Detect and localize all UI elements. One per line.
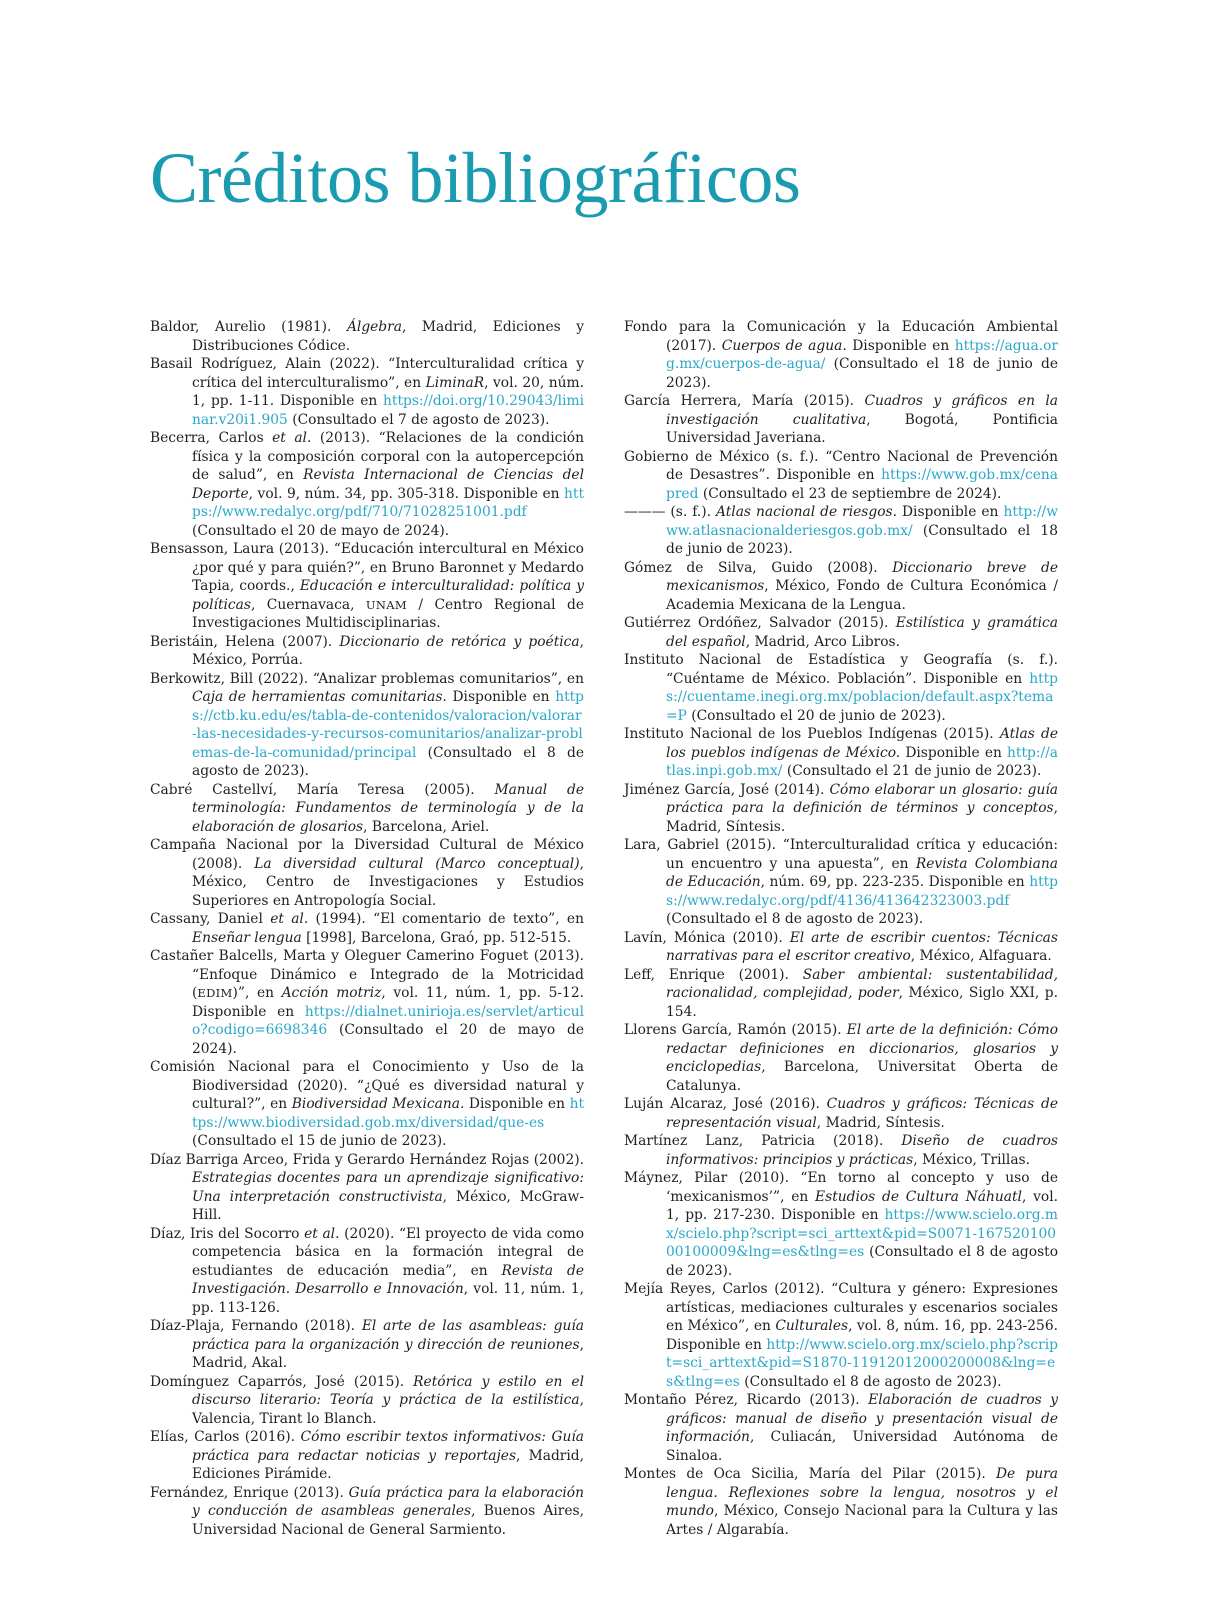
entry-text: Leff, Enrique (2001). — [624, 966, 803, 983]
entry-text: Comisión Nacional para el Conocimiento y Uso de la Biodiversidad (2020). “¿Qué es diversidad natural y cultural?”, en — [150, 1059, 584, 1112]
entry-link[interactable]: http://atlas.inpi.gob.mx/ — [666, 744, 1059, 779]
bibliography-entry — [624, 929, 1058, 966]
entry-text: , vol. 1, pp. 217-230. Disponible en — [666, 1188, 1058, 1223]
entry-text: Fernández, Enrique (2013). — [150, 1484, 349, 1501]
entry-text: , Madrid, Ediciones Pirámide. — [192, 1447, 584, 1482]
entry-title-italic: Culturales — [775, 1318, 849, 1334]
entry-text: (2013). “Relaciones de la condición física y la composición corporal con la autopercepción de salud”, en — [192, 430, 584, 483]
bibliography-entry — [624, 836, 1058, 929]
entry-text: , Barcelona, Universitat Oberta de Catalunya. — [666, 1059, 1058, 1094]
entry-text: Instituto Nacional de los Pueblos Indígenas (2015). — [624, 726, 1000, 742]
bibliography-entry — [624, 1132, 1058, 1169]
entry-text: Campaña Nacional por la Diversidad Cultural de México (2008). — [150, 837, 584, 872]
entry-title-italic: Estilística y gramática del español — [666, 615, 1058, 650]
entry-text: , vol. 11, núm. 1, pp. 5-12. Disponible en — [192, 985, 584, 1020]
bibliography-entry — [624, 392, 1058, 448]
entry-title-italic: Atlas nacional de riesgos. — [716, 504, 897, 520]
entry-text: Elías, Carlos (2016). — [150, 1429, 301, 1445]
entry-title-italic: El arte de la definición: Cómo redactar definiciones en diccionarios, glosarios y enciclopedias — [666, 1022, 1059, 1075]
entry-text: (Consultado el 20 de mayo de 2024). — [192, 1022, 584, 1057]
entry-link[interactable]: https://www.biodiversidad.gob.mx/diversidad/que-es — [192, 1096, 584, 1131]
entry-text: , México, Trillas. — [913, 1151, 1031, 1168]
entry-title-italic: Manual de terminología: Fundamentos de terminología y de la elaboración de glosarios — [192, 781, 584, 835]
entry-text: Becerra, Carlos — [150, 430, 273, 446]
entry-text: Díaz, Iris del Socorro — [150, 1225, 305, 1242]
entry-text: , México, Siglo XXI, p. 154. — [666, 985, 1058, 1020]
entry-text: , México, Centro de Investigaciones y Estudios Superiores en Antropología Social. — [192, 855, 584, 909]
entry-text: , México, McGraw-Hill. — [192, 1188, 584, 1223]
bibliography-entry — [624, 614, 1058, 651]
entry-text: Instituto Nacional de Estadística y Geografía (s. f.). “Cuéntame de México. Población”. Disponible en — [624, 652, 1058, 687]
bibliography-entry — [150, 429, 584, 540]
entry-text: , Madrid, Akal. — [192, 1336, 584, 1371]
entry-text: , México, Fondo de Cultura Económica / Academia Mexicana de la Lengua. — [666, 578, 1058, 613]
entry-text: , Barcelona, Ariel. — [363, 818, 490, 835]
entry-text: , Valencia, Tirant lo Blanch. — [192, 1392, 584, 1427]
entry-title-italic: Enseñar lengua — [192, 929, 302, 946]
entry-title-italic: Elaboración de cuadros y gráficos: manual de diseño y presentación visual de información — [666, 1392, 1058, 1445]
entry-text: Castañer Balcells, Marta y Oleguer Camerino Foguet (2013). “Enfoque Dinámico e Integrado de la Motricidad ( — [150, 948, 584, 1001]
entry-text: Máynez, Pilar (2010). “En torno al concepto y uso de ‘mexicanismos’”, en — [624, 1170, 1058, 1205]
entry-text: Llorens García, Ramón (2015). — [624, 1022, 847, 1038]
entry-title-italic: Revista Colombiana de Educación — [666, 855, 1058, 890]
entry-link[interactable]: https://www.redalyc.org/pdf/4136/413642323003.pdf — [666, 874, 1059, 909]
entry-text: )”, en — [232, 985, 282, 1001]
entry-title-italic: Acción motriz — [281, 985, 382, 1001]
entry-link[interactable]: https://www.redalyc.org/pdf/710/71028251001.pdf — [192, 485, 584, 520]
bibliography-entry — [150, 1225, 584, 1318]
entry-title-italic: Diccionario de retórica y poética — [339, 633, 580, 650]
entry-link[interactable]: http://www.scielo.org.mx/scielo.php?script=sci_arttext&pid=S1870-11912012000200008&lng=es&tlng=es — [666, 1336, 1058, 1390]
bibliography-entry — [624, 503, 1058, 559]
entry-title-italic: et al. — [304, 1225, 340, 1242]
entry-title-italic: Retórica y estilo en el discurso literario: Teoría y práctica de la estilística — [192, 1373, 584, 1408]
bibliography-entry — [150, 355, 584, 429]
entry-title-italic: Cómo escribir textos informativos: Guía práctica para redactar noticias y reportajes — [192, 1429, 585, 1464]
entry-title-italic: Cuadros y gráficos: Técnicas de representación visual — [666, 1096, 1058, 1131]
entry-text: Montes de Oca Sicilia, María del Pilar (2015). — [624, 1466, 996, 1482]
entry-text: Martínez Lanz, Patricia (2018). — [624, 1133, 902, 1149]
entry-text: , Madrid, Síntesis. — [816, 1114, 945, 1131]
entry-text: Berkowitz, Bill (2022). “Analizar problemas comunitarios”, en — [150, 670, 584, 687]
bibliography-entry — [150, 540, 584, 633]
entry-title-italic: Educación e interculturalidad: política y políticas — [192, 578, 584, 613]
entry-text: Jiménez García, José (2014). — [624, 781, 830, 798]
entry-title-italic: De pura lengua. Reflexiones sobre la lengua, nosotros y el mundo — [666, 1466, 1058, 1519]
entry-title-italic: Biodiversidad Mexicana. — [291, 1096, 465, 1112]
entry-text: / Centro Regional de Investigaciones Multidisciplinarias. — [192, 596, 584, 631]
entry-text: Mejía Reyes, Carlos (2012). “Cultura y género: Expresiones artísticas, mediaciones culturales y escenarios sociales en México”, en — [624, 1281, 1058, 1334]
entry-text: Díaz Barriga Arceo, Frida y Gerardo Hernández Rojas (2002). — [150, 1151, 584, 1168]
entry-title-italic: Guía práctica para la elaboración y conducción de asambleas generales — [192, 1484, 584, 1519]
entry-text: Gobierno de México (s. f.). “Centro Nacional de Prevención de Desastres”. Disponible en — [624, 448, 1058, 483]
bibliography-entry — [150, 947, 584, 1058]
entry-link[interactable]: http://www.atlasnacionalderiesgos.gob.mx/ — [666, 504, 1058, 539]
bibliography-entry — [624, 1021, 1058, 1095]
bibliography-entry — [150, 1317, 584, 1373]
entry-text: (Consultado el 18 de junio de 2023). — [666, 356, 1058, 391]
entry-text: , Madrid, Arco Libros. — [745, 633, 901, 650]
bibliography-entry — [624, 651, 1058, 725]
entry-text: (1994). “El comentario de texto”, en — [308, 911, 584, 927]
entry-text: , vol. 9, núm. 34, pp. 305-318. Disponible en — [248, 485, 565, 502]
entry-text: , Cuernavaca, — [250, 596, 366, 613]
entry-text: , Culiacán, Universidad Autónoma de Sinaloa. — [666, 1429, 1058, 1464]
entry-text: (2020). “El proyecto de vida como competencia básica en la formación integral de estudiantes de educación media”, en — [192, 1225, 585, 1279]
bibliography-column-left — [150, 318, 584, 1539]
entry-title-italic: La diversidad cultural (Marco conceptual) — [254, 855, 580, 872]
entry-text: , México, Porrúa. — [192, 633, 584, 668]
entry-title-italic: Diccionario breve de mexicanismos — [666, 559, 1058, 594]
bibliography-entry — [150, 633, 584, 670]
entry-text: Luján Alcaraz, José (2016). — [624, 1096, 827, 1112]
bibliography-entry — [150, 836, 584, 910]
bibliography-entry — [624, 781, 1058, 837]
entry-text: , vol. 8, núm. 16, pp. 243-256. Disponible en — [666, 1318, 1059, 1353]
bibliography-entry — [624, 1280, 1058, 1391]
bibliography-entry — [150, 318, 584, 355]
entry-link[interactable]: https://www.scielo.org.mx/scielo.php?script=sci_arttext&pid=S0071-16752010000100009&lng=es&tlng=es — [666, 1207, 1058, 1260]
bibliography-entry — [624, 448, 1058, 504]
entry-text: Disponible en — [446, 689, 556, 705]
entry-text: (Consultado el 21 de junio de 2023). — [782, 763, 1042, 779]
entry-title-italic: El arte de escribir cuentos: Técnicas narrativas para el escritor creativo — [666, 929, 1058, 964]
entry-title-italic: Revista Internacional de Ciencias del Deporte — [192, 467, 584, 502]
bibliography-entry — [624, 1465, 1058, 1539]
entry-text: (Consultado el 15 de junio de 2023). — [192, 1133, 447, 1149]
entry-title-italic: LiminaR — [425, 374, 485, 391]
entry-text: Bensasson, Laura (2013). “Educación intercultural en México ¿por qué y para quién?”, en Bruno Baronnet y Medardo Tapia, coords., — [150, 541, 584, 594]
bibliography-entry — [624, 1169, 1058, 1280]
entry-text: , vol. 11, núm. 1, pp. 113-126. — [192, 1281, 584, 1316]
entry-title-italic: Caja de herramientas comunitarias. — [192, 689, 447, 705]
entry-link[interactable]: https://doi.org/10.29043/liminar.v20i1.905 — [192, 393, 584, 428]
entry-text: (Consultado el 8 de agosto de 2023). — [666, 911, 924, 927]
entry-text: Domínguez Caparrós, José (2015). — [150, 1373, 414, 1390]
page-title: Créditos bibliográficos — [150, 138, 801, 218]
bibliography-entry — [150, 670, 584, 781]
entry-text: ——— (s. f.). — [624, 504, 717, 520]
entry-text: , Madrid, Ediciones y Distribuciones Códice. — [192, 319, 584, 354]
bibliography-entry — [150, 1428, 584, 1484]
bibliography-entry — [150, 1484, 584, 1540]
entry-text: , núm. 69, pp. 223-235. Disponible en — [760, 874, 1030, 890]
entry-text: Fondo para la Comunicación y la Educación Ambiental (2017). — [624, 319, 1058, 354]
bibliography-entry — [150, 1151, 584, 1225]
entry-text: Montaño Pérez, Ricardo (2013). — [624, 1392, 869, 1408]
bibliography-entry — [624, 725, 1058, 781]
entry-title-italic: Estudios de Cultura Náhuatl — [815, 1188, 1022, 1205]
entry-title-italic: et al. — [270, 911, 309, 927]
entry-text: , Madrid, Síntesis. — [666, 800, 1058, 835]
bibliography-entry — [150, 781, 584, 837]
entry-title-italic: Estrategias docentes para un aprendizaje significativo: Una interpretación constructivista — [192, 1170, 584, 1205]
entry-link[interactable]: https://ctb.ku.edu/es/tabla-de-contenidos/valoracion/valorar-las-necesidades-y-recursos-comunitarios/analizar-problemas-de-la-comunidad/principal — [192, 689, 584, 761]
bibliography-entry — [150, 910, 584, 947]
entry-text: , Bogotá, Pontificia Universidad Javeriana. — [666, 411, 1059, 446]
entry-title-italic: Cómo elaborar un glosario: guía práctica para la definición de términos y conceptos — [666, 781, 1058, 816]
entry-text: Disponible en — [896, 504, 1004, 520]
entry-title-italic: Cuerpos de agua. — [721, 337, 847, 354]
entry-text: Disponible en — [846, 337, 955, 354]
entry-text: Lara, Gabriel (2015). “Interculturalidad crítica y educación: un encuentro y una apuesta”, en — [624, 837, 1058, 872]
entry-link[interactable]: https://dialnet.unirioja.es/servlet/articulo?codigo=6698346 — [192, 1003, 584, 1038]
entry-text: Cabré Castellví, María Teresa (2005). — [150, 781, 495, 798]
entry-text: Cassany, Daniel — [150, 911, 271, 927]
entry-title-italic: Saber ambiental: sustentabilidad, racionalidad, complejidad, poder — [666, 966, 1059, 1001]
entry-text: Baldor, Aurelio (1981). — [150, 319, 347, 335]
entry-text: Beristáin, Helena (2007). — [150, 633, 340, 650]
entry-text: (Consultado el 8 de agosto de 2023). — [192, 744, 584, 779]
entry-link[interactable]: https://agua.org.mx/cuerpos-de-agua/ — [666, 337, 1058, 372]
entry-title-italic: et al. — [272, 430, 312, 446]
entry-text: (Consultado el 7 de agosto de 2023). — [287, 411, 550, 428]
bibliography-entry — [624, 1095, 1058, 1132]
entry-title-italic: Revista de Investigación. Desarrollo e Innovación — [192, 1262, 585, 1297]
entry-title-italic: Álgebra — [346, 319, 402, 335]
entry-text: , México, Alfaguara. — [910, 948, 1052, 964]
entry-text: García Herrera, María (2015). — [624, 393, 865, 409]
bibliography-entry — [150, 1373, 584, 1429]
bibliography-entry — [624, 559, 1058, 615]
bibliography-entry — [624, 318, 1058, 392]
entry-text: Gutiérrez Ordóñez, Salvador (2015). — [624, 615, 896, 631]
entry-text: Díaz-Plaja, Fernando (2018). — [150, 1318, 362, 1334]
entry-text: Disponible en — [900, 744, 1008, 761]
bibliography-entry — [150, 1058, 584, 1151]
entry-text: (Consultado el 20 de mayo de 2024). — [192, 522, 450, 539]
entry-text: (Consultado el 18 de junio de 2023). — [666, 522, 1058, 557]
entry-acronym: EDIM — [197, 986, 233, 1000]
entry-text: [1998], Barcelona, Graó, pp. 512-515. — [301, 929, 572, 946]
entry-text: , Buenos Aires, Universidad Nacional de General Sarmiento. — [192, 1503, 584, 1538]
entry-title-italic: Atlas de los pueblos indígenas de México. — [666, 726, 1058, 761]
entry-text: Basail Rodríguez, Alain (2022). “Interculturalidad crítica y crítica del interculturalismo”, en — [150, 356, 584, 391]
entry-title-italic: El arte de las asambleas: guía práctica para la organización y dirección de reuniones — [192, 1318, 584, 1353]
entry-text: Disponible en — [464, 1096, 570, 1112]
entry-title-italic: Cuadros y gráficos en la investigación cualitativa — [666, 393, 1058, 428]
entry-text: (Consultado el 8 de agosto de 2023). — [739, 1373, 1002, 1390]
entry-text: Gómez de Silva, Guido (2008). — [624, 559, 893, 576]
entry-text: Lavín, Mónica (2010). — [624, 929, 790, 946]
entry-text: (Consultado el 20 de junio de 2023). — [686, 707, 946, 724]
entry-acronym: UNAM — [365, 597, 407, 612]
bibliography-entry — [624, 966, 1058, 1022]
entry-title-italic: Diseño de cuadros informativos: principios y prácticas — [666, 1133, 1058, 1168]
entry-text: , vol. 20, núm. 1, pp. 1-11. Disponible en — [192, 374, 585, 409]
entry-text: (Consultado el 8 de agosto de 2023). — [666, 1244, 1058, 1279]
entry-link[interactable]: https://cuentame.inegi.org.mx/poblacion/default.aspx?tema=P — [666, 670, 1058, 724]
bibliography-entry — [624, 1391, 1058, 1465]
entry-link[interactable]: https://www.gob.mx/cenapred — [666, 467, 1058, 502]
bibliography-column-right — [624, 318, 1058, 1539]
entry-text: (Consultado el 23 de septiembre de 2024). — [698, 485, 1002, 502]
entry-text: , México, Consejo Nacional para la Cultura y las Artes / Algarabía. — [666, 1503, 1058, 1538]
